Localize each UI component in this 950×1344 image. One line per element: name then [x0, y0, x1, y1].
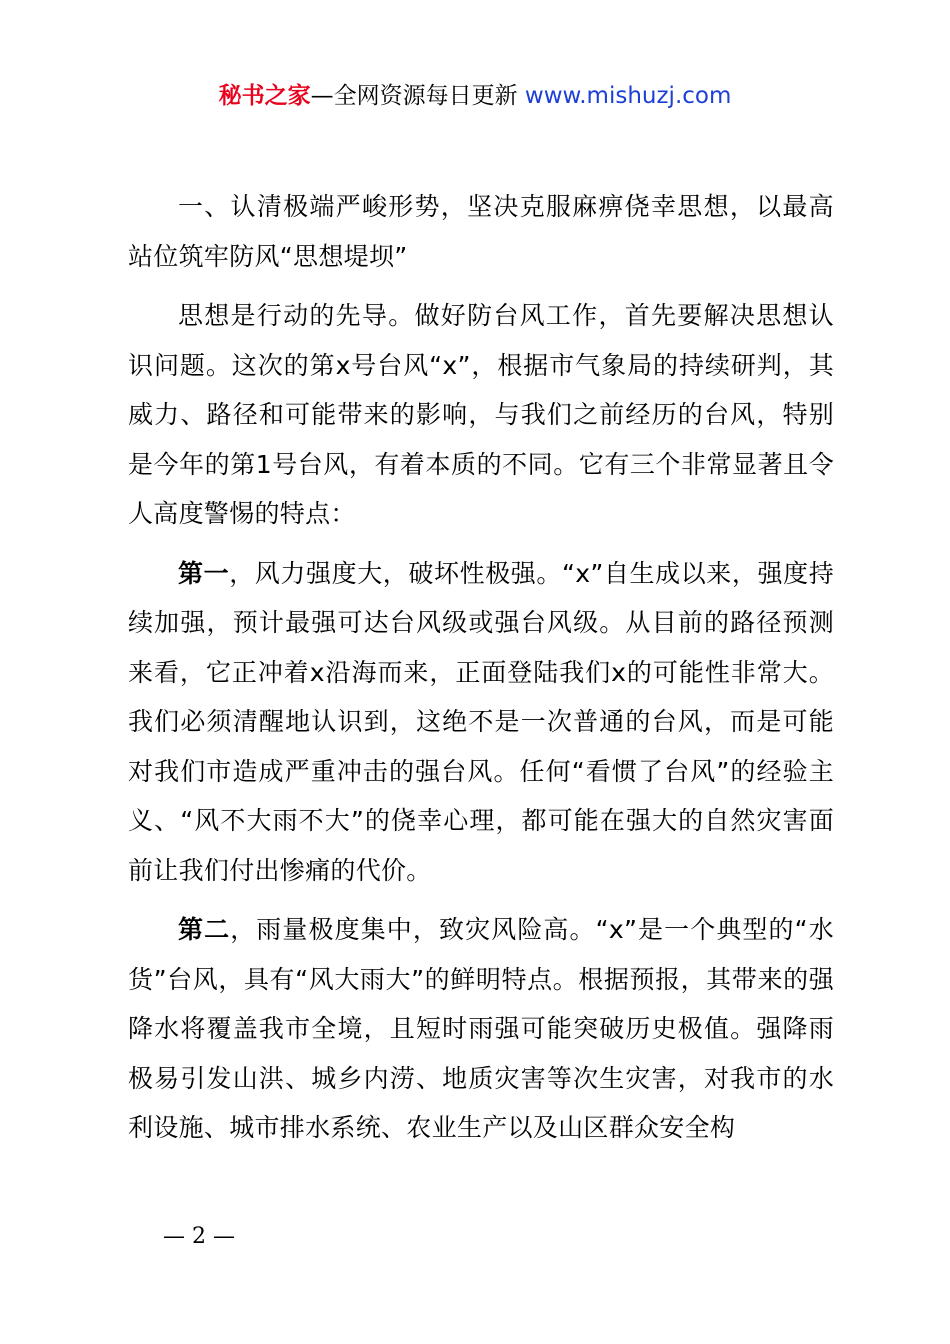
section-heading: 一、认清极端严峻形势，坚决克服麻痹侥幸思想，以最高站位筑牢防风“思想堤坝”: [128, 192, 834, 271]
site-brand-name: 秘书之家: [218, 83, 311, 109]
paragraph-point-one: [128, 549, 834, 896]
point-two-text: ，雨量极度集中，致灾风险高。“x”是一个典型的“水货”台风，具有“风大雨大”的鲜明特点。根据预报，其带来的强降水将覆盖我市全境，且短时雨强可能突破历史极值。强降雨极易引发山洪、城乡内涝、地质灾害等次生灾害，对我市的水利设施、城市排水系统、农业生产以及山区群众安全构: [128, 915, 834, 1142]
paragraph-point-two: [128, 905, 834, 1153]
paragraph-intro: 思想是行动的先导。做好防台风工作，首先要解决思想认识问题。这次的第x号台风“x”，根据市气象局的持续研判，其威力、路径和可能带来的影响，与我们之前经历的台风，特别是今年的第1号台风，有着本质的不同。它有三个非常显著且令人高度警惕的特点：: [128, 301, 834, 528]
page-number: — 2 —: [163, 1224, 235, 1249]
site-url-link[interactable]: www.mishuzj.com: [524, 83, 732, 109]
point-two-label: 第二: [178, 915, 231, 944]
point-one-label: 第一: [178, 558, 230, 588]
document-body: [128, 182, 834, 1163]
site-tagline: —全网资源每日更新: [310, 83, 525, 109]
point-one-text: ，风力强度大，破坏性极强。“x”自生成以来，强度持续加强，预计最强可达台风级或强台风级。从目前的路径预测来看，它正冲着x沿海而来，正面登陆我们x的可能性非常大。我们必须清醒地认识到，这绝不是一次普通的台风，而是可能对我们市造成严重冲击的强台风。任何“看惯了台风”的经验主义、“风不大雨不大”的侥幸心理，都可能在强大的自然灾害面前让我们付出惨痛的代价。: [128, 558, 834, 885]
site-banner: [0, 80, 950, 112]
